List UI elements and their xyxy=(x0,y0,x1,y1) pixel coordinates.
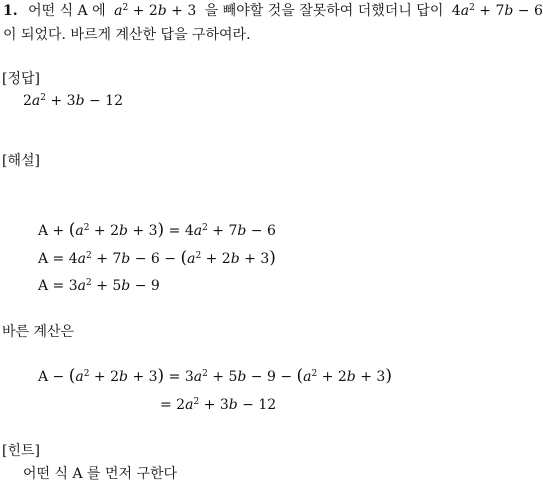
equation-4: $A - (a^2 + 2b + 3) = 3a^2 + 5b - 9 - (a^2 + 2b + 3)$ xyxy=(38,366,392,386)
hint-header: [힌트] xyxy=(2,443,40,459)
math-expression-wrong-result: $4a^2 + 7b - 6$ xyxy=(451,3,543,19)
math-expression-given: $a^2 + 2b + 3$ xyxy=(114,3,197,19)
problem-line-2: 이 되었다. 바르게 계산한 답을 구하여라. xyxy=(3,27,251,43)
problem-line-1 xyxy=(3,0,543,20)
equation-1: $A + (a^2 + 2b + 3) = 4a^2 + 7b - 6$ xyxy=(38,220,276,240)
answer-header: [정답] xyxy=(2,71,40,87)
answer-expression: $2a^2 + 3b - 12$ xyxy=(23,93,123,109)
equation-2: $A = 4a^2 + 7b - 6 - (a^2 + 2b + 3)$ xyxy=(38,248,276,268)
problem-number: 1. xyxy=(3,3,18,19)
explanation-header: [해설] xyxy=(2,153,40,169)
equation-5: = $2a^2 + 3b - 12$ xyxy=(160,397,277,413)
problem-text-middle: 을 빼야할 것을 잘못하여 더했더니 답이 xyxy=(204,3,444,19)
problem-text-start: 어떤 식 A 에 xyxy=(28,3,106,19)
hint-text: 어떤 식 A 를 먼저 구한다 xyxy=(23,466,178,482)
correct-calc-label: 바른 계산은 xyxy=(2,324,75,340)
equation-3: $A = 3a^2 + 5b - 9$ xyxy=(38,278,160,294)
